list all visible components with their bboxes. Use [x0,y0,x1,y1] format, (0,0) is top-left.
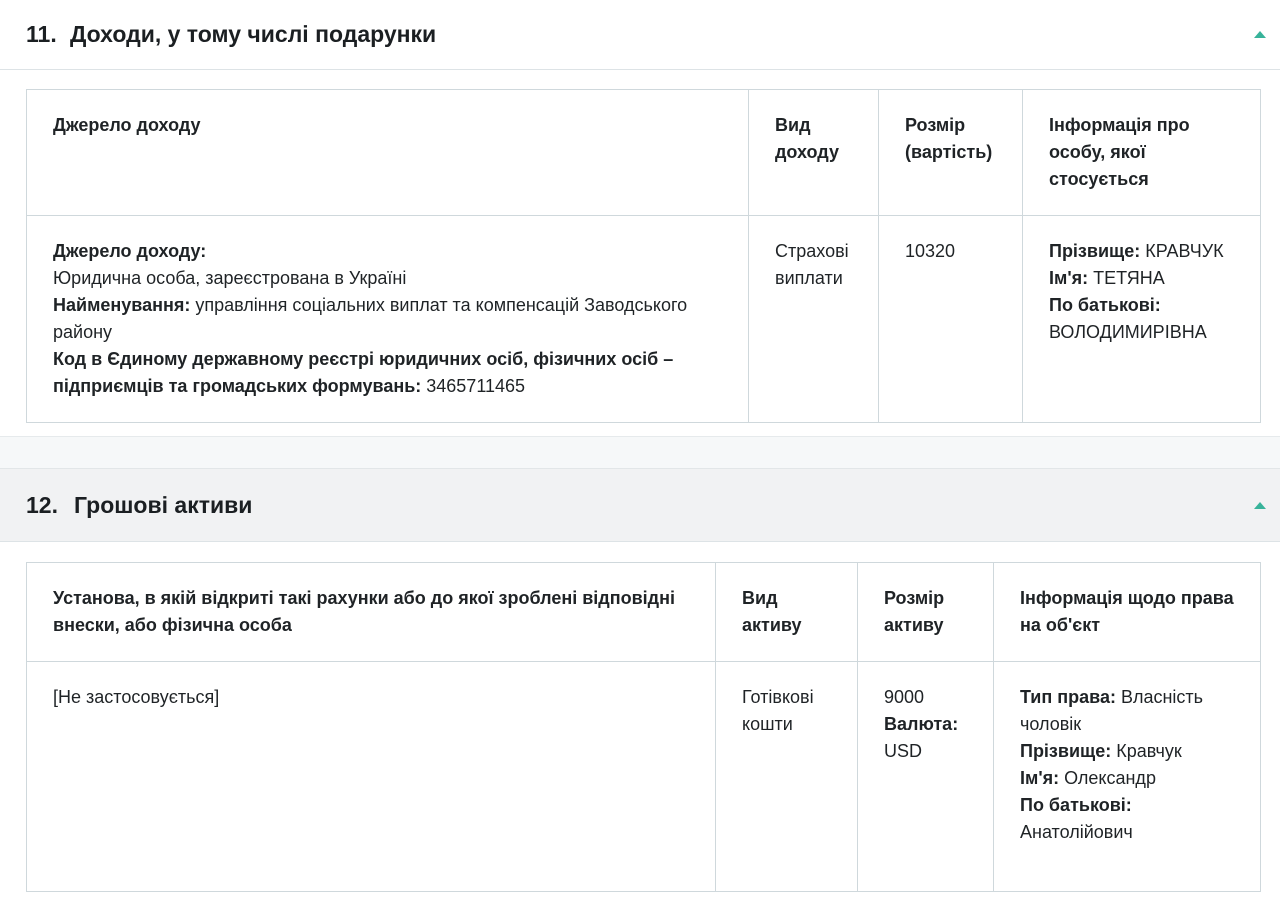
chevron-up-icon[interactable] [1254,31,1266,38]
section-number: 12. [26,491,58,518]
institution-cell: [Не застосовується] [27,662,716,892]
firstname-label: Ім'я: [1049,268,1089,288]
source-value: Юридична особа, зареєстрована в Україні [53,268,407,288]
section-title: Грошові активи [74,491,253,518]
firstname-label: Ім'я: [1020,768,1060,788]
code-line [53,346,722,400]
income-table [26,89,1261,423]
asset-amount: 9000 [884,687,925,707]
header-income-size: Розмір (вартість) [879,90,1023,216]
header-rights-info: Інформація щодо права на об'єкт [994,563,1261,662]
right-type-label: Тип права: [1020,687,1116,707]
table-header-row [27,563,1261,662]
monetary-assets-table [26,562,1261,892]
currency-label: Валюта: [884,714,959,734]
asset-size-cell [858,662,994,892]
firstname-value: Олександр [1059,768,1156,788]
income-size-cell: 10320 [879,216,1023,423]
name-label: Найменування: [53,295,191,315]
rights-info-cell [994,662,1261,892]
section-11-header[interactable] [0,0,1280,70]
currency-value: USD [884,741,923,761]
right-type-line [1020,684,1234,738]
surname-value: Кравчук [1111,741,1182,761]
person-info-cell [1023,216,1261,423]
chevron-up-icon[interactable] [1254,502,1266,509]
income-type-cell: Страхові виплати [749,216,879,423]
section-12-header[interactable] [0,468,1280,542]
surname-line [1020,738,1234,765]
section-title: Доходи, у тому числі подарунки [70,21,437,47]
patronymic-value: Анатолійович [1020,822,1133,842]
header-person-info: Інформація про особу, якої стосується [1023,90,1261,216]
table-header-row [27,90,1261,216]
section-divider [0,436,1280,468]
code-label: Код в Єдиному державному реєстрі юридичних осіб, фізичних осіб – підприємців та громадських формувань: [53,349,674,396]
patronymic-label: По батькові: [1020,795,1132,815]
name-value: управління соціальних виплат та компенсацій Заводського району [53,295,688,342]
header-income-source: Джерело доходу [27,90,749,216]
table-row [27,662,1261,892]
patronymic-label: По батькові: [1049,295,1161,315]
header-asset-type: Вид активу [716,563,858,662]
source-label: Джерело доходу: [53,241,207,261]
header-asset-size: Розмір активу [858,563,994,662]
surname-line [1049,238,1234,265]
firstname-line [1020,765,1234,792]
header-institution: Установа, в якій відкриті такі рахунки або до якої зроблені відповідні внески, або фізична особа [27,563,716,662]
code-value: 3465711465 [421,376,526,396]
income-source-cell [27,216,749,423]
surname-value: КРАВЧУК [1140,241,1224,261]
firstname-value: ТЕТЯНА [1088,268,1165,288]
table-row [27,216,1261,423]
firstname-line [1049,265,1234,292]
section-number: 11. [26,21,57,47]
name-line [53,292,722,346]
patronymic-value: ВОЛОДИМИРІВНА [1049,322,1207,342]
header-income-type: Вид доходу [749,90,879,216]
asset-type-cell: Готівкові кошти [716,662,858,892]
surname-label: Прізвище: [1020,741,1112,761]
right-type-value: Власність чоловік [1020,687,1204,734]
surname-label: Прізвище: [1049,241,1141,261]
